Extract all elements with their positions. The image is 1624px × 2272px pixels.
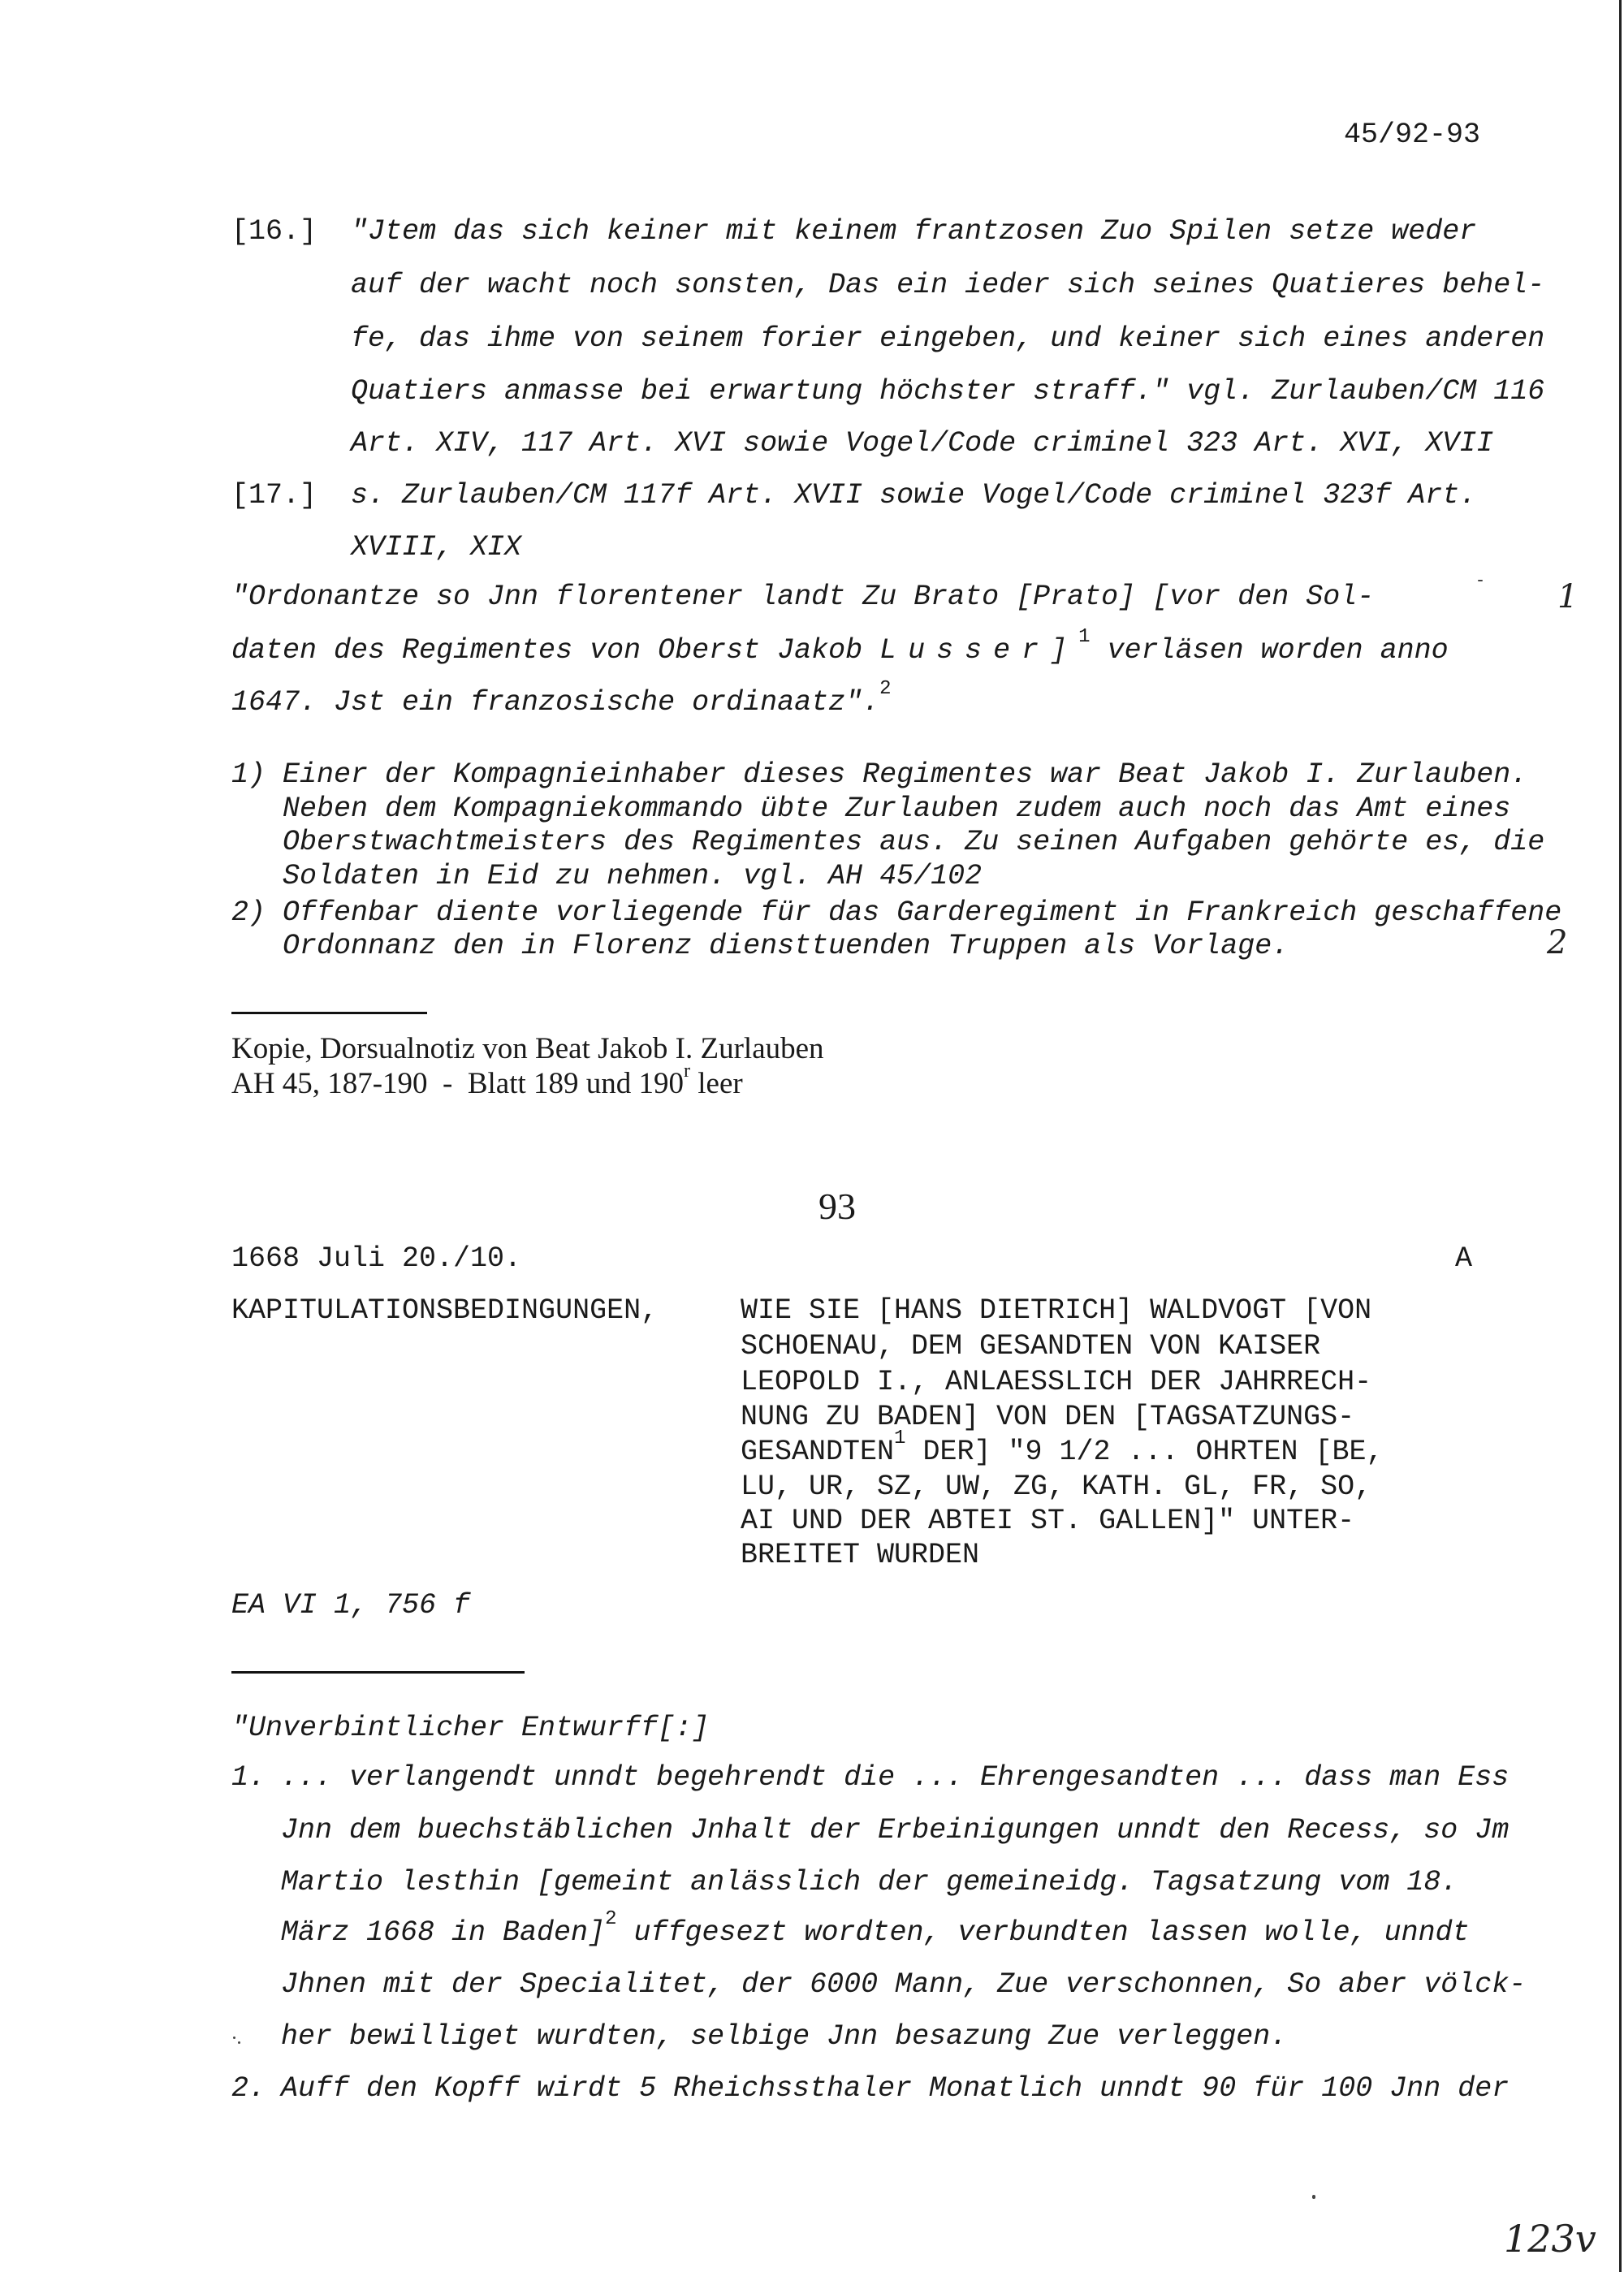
regest-title-line: WIE SIE [HANS DIETRICH] WALDVOGT [VON <box>741 1294 1372 1327</box>
regest-title-line: BREITET WURDEN <box>741 1539 980 1571</box>
regest-text: DER] "9 1/2 ... OHRTEN [BE, <box>905 1436 1384 1468</box>
note-line: Quatiers anmasse bei erwartung höchster straff." vgl. Zurlauben/CM 116 <box>351 375 1545 408</box>
source-text: AH 45, 187-190 - Blatt 189 und 190 <box>231 1067 685 1100</box>
item-line: Jhnen mit der Specialitet, der 6000 Mann, Zue verschonnen, So aber völck- <box>281 1968 1527 2001</box>
item-text: März 1668 in Baden] <box>281 1916 606 1949</box>
speck <box>238 2041 240 2044</box>
margin-mark-2: 2 <box>1547 924 1568 961</box>
page-edge <box>1619 0 1622 2272</box>
recto-mark: r <box>684 1060 691 1082</box>
item-line <box>281 1908 1470 1956</box>
regest-title-line: LEOPOLD I., ANLAESSLICH DER JAHRRECH- <box>741 1366 1372 1398</box>
separator-rule <box>231 1012 427 1014</box>
footnote-line: Oberstwachtmeisters des Regimentes aus. Zu seinen Aufgaben gehörte es, die <box>231 826 1545 858</box>
item-line: Martio lesthin [gemeint anlässlich der gemeineidg. Tagsatzung vom 18. <box>281 1866 1458 1898</box>
regest-title-line: NUNG ZU BADEN] VON DEN [TAGSATZUNGS- <box>741 1401 1355 1433</box>
document-type: A <box>1455 1242 1473 1275</box>
item-text: uffgesezt wordten, verbundten lassen wolle, unndt <box>616 1916 1470 1949</box>
name-lusser: Lusser] <box>879 634 1079 667</box>
regest-text: GESANDTEN <box>741 1436 895 1468</box>
footnote-line: Soldaten in Eid zu nehmen. vgl. AH 45/102 <box>231 860 983 892</box>
footnote-ref: 1 <box>1078 626 1091 648</box>
footnote-line: 1) Einer der Kompagnieinhaber dieses Regimentes war Beat Jakob I. Zurlauben. <box>231 758 1528 791</box>
regest-title-lead: KAPITULATIONSBEDINGUNGEN, <box>231 1294 659 1327</box>
quote-line <box>231 678 892 726</box>
item-line: ... verlangendt unndt begehrendt die ... Ehrengesandten ... dass man Ess <box>281 1761 1510 1794</box>
note-line: fe, das ihme von seinem forier eingeben, und keiner sich eines anderen <box>351 322 1545 355</box>
note-line: XVIII, XIX <box>351 531 522 564</box>
speck <box>233 2037 235 2039</box>
note-line: "Jtem das sich keiner mit keinem frantzosen Zuo Spilen setze weder <box>351 215 1477 248</box>
footnote-ref: 1 <box>894 1428 906 1449</box>
regest-title-line: AI UND DER ABTEI ST. GALLEN]" UNTER- <box>741 1505 1355 1537</box>
document-date: 1668 Juli 20./10. <box>231 1242 522 1275</box>
footnote-line: 2) Offenbar diente vorliegende für das Garderegiment in Frankreich geschaffene <box>231 896 1562 929</box>
item-line: Auff den Kopff wirdt 5 Rheichssthaler Monatlich unndt 90 für 100 Jnn der <box>281 2072 1510 2105</box>
quote-line <box>231 626 1449 674</box>
speck <box>1478 580 1483 581</box>
separator-rule <box>231 1671 525 1674</box>
draft-heading: "Unverbintlicher Entwurff[:] <box>231 1712 710 1744</box>
source-note-line: Kopie, Dorsualnotiz von Beat Jakob I. Zurlauben <box>231 1032 824 1065</box>
speck <box>1312 2195 1315 2199</box>
regest-title-line: LU, UR, SZ, UW, ZG, KATH. GL, FR, SO, <box>741 1471 1372 1503</box>
note-line: s. Zurlauben/CM 117f Art. XVII sowie Vogel/Code criminel 323f Art. <box>351 479 1477 512</box>
footnote-line: Ordonnanz den in Florenz diensttuenden Truppen als Vorlage. <box>231 930 1289 962</box>
source-note-line <box>231 1060 743 1108</box>
note-line: Art. XIV, 117 Art. XVI sowie Vogel/Code criminel 323 Art. XVI, XVII <box>351 427 1494 460</box>
item-line: her bewilliget wurdten, selbige Jnn besazung Zue verleggen. <box>281 2020 1288 2053</box>
document-number: 93 <box>818 1186 856 1227</box>
quote-text: daten des Regimentes von Oberst Jakob <box>231 634 880 667</box>
note-line: auf der wacht noch sonsten, Das ein ieder sich seines Quatieres behel- <box>351 269 1545 301</box>
note-number-16: [16.] <box>231 215 317 248</box>
page-reference: 45/92-93 <box>1344 119 1481 151</box>
item-number-2: 2. <box>231 2072 266 2105</box>
edition-reference: EA VI 1, 756 f <box>231 1589 471 1622</box>
quote-line: "Ordonantze so Jnn florentener landt Zu Brato [Prato] [vor den Sol- <box>231 581 1375 613</box>
quote-text: 1647. Jst ein franzosische ordinaatz". <box>231 686 880 719</box>
footnote-ref: 2 <box>879 678 892 700</box>
folio-number: 123v <box>1504 2217 1596 2261</box>
regest-title-line: SCHOENAU, DEM GESANDTEN VON KAISER <box>741 1330 1321 1363</box>
quote-text: verläsen worden anno <box>1090 634 1449 667</box>
note-number-17: [17.] <box>231 479 317 512</box>
margin-mark-1: 1 <box>1557 578 1579 616</box>
item-line: Jnn dem buechstäblichen Jnhalt der Erbeinigungen unndt den Recess, so Jm <box>281 1814 1510 1847</box>
item-number-1: 1. <box>231 1761 266 1794</box>
footnote-line: Neben dem Kompagniekommando übte Zurlauben zudem auch noch das Amt eines <box>231 793 1511 825</box>
source-text: leer <box>690 1067 743 1100</box>
footnote-ref: 2 <box>605 1908 617 1930</box>
